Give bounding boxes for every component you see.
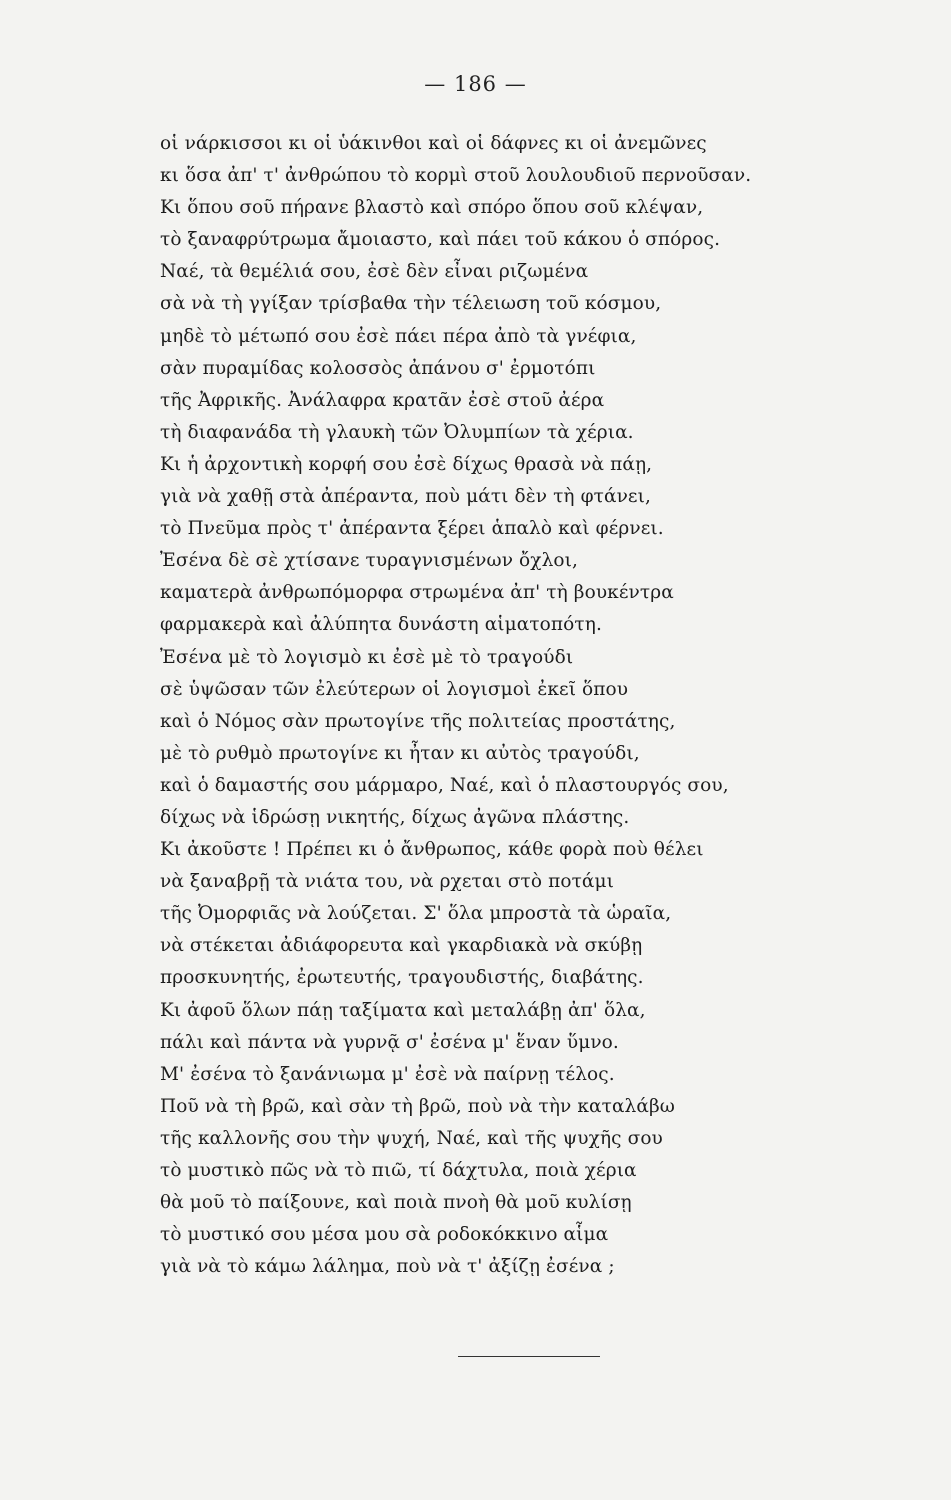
poem-line: τῆς καλλονῆς σου τὴν ψυχή, Ναέ, καὶ τῆς ψυχῆς σου <box>160 1127 663 1149</box>
poem-line: καὶ ὁ δαμαστής σου μάρμαρο, Ναέ, καὶ ὁ πλαστουργός σου, <box>160 774 729 796</box>
poem-line: σὰν πυραμίδας κολοσσὸς ἀπάνου σ' ἐρμοτόπι <box>160 357 596 379</box>
poem-line: καὶ ὁ Νόμος σὰν πρωτογίνε τῆς πολιτείας προστάτης, <box>160 710 676 732</box>
poem-line: νὰ στέκεται ἀδιάφορευτα καὶ γκαρδιακὰ νὰ σκύβῃ <box>160 935 643 957</box>
poem-line: νὰ ξαναβρῇ τὰ νιάτα του, νὰ ρχεται στὸ ποτάμι <box>160 871 615 893</box>
poem-line: σὰ νὰ τὴ γγίξαν τρίσβαθα τὴν τέλειωση τοῦ κόσμου, <box>160 293 662 315</box>
poem-line: δίχως νὰ ἱδρώσῃ νικητής, δίχως ἀγῶνα πλάστης. <box>160 806 630 828</box>
poem-line: τῆς Ὀμορφιᾶς νὰ λούζεται. Σ' ὅλα μπροστὰ τὰ ὡραῖα, <box>160 903 672 925</box>
poem-line: Ποῦ νὰ τὴ βρῶ, καὶ σὰν τὴ βρῶ, ποὺ νὰ τὴν καταλάβω <box>160 1095 675 1117</box>
poem-line: πάλι καὶ πάντα νὰ γυρνᾷ σ' ἐσένα μ' ἕναν ὕμνο. <box>160 1031 619 1053</box>
poem-line: τὸ Πνεῦμα πρὸς τ' ἀπέραντα ξέρει ἁπαλὸ καὶ φέρνει. <box>160 518 664 540</box>
poem-line: κι ὅσα ἀπ' τ' ἀνθρώπου τὸ κορμὶ στοῦ λουλουδιοῦ περνοῦσαν. <box>160 165 752 187</box>
poem-line: Μ' ἐσένα τὸ ξανάνιωμα μ' ἐσὲ νὰ παίρνῃ τέλος. <box>160 1063 615 1085</box>
poem-text <box>160 128 880 1283</box>
poem-line: Κι ἀκοῦστε ! Πρέπει κι ὁ ἄνθρωπος, κάθε φορὰ ποὺ θέλει <box>160 839 704 861</box>
poem-line: Ἐσένα μὲ τὸ λογισμὸ κι ἐσὲ μὲ τὸ τραγούδι <box>160 646 574 668</box>
poem-line: τῆς Ἀφρικῆς. Ἀνάλαφρα κρατᾶν ἐσὲ στοῦ ἀέρα <box>160 389 605 411</box>
poem-line: σὲ ὑψῶσαν τῶν ἐλεύτερων οἱ λογισμοὶ ἐκεῖ ὅπου <box>160 678 629 700</box>
poem-line: Ναέ, τὰ θεμέλιά σου, ἐσὲ δὲν εἶναι ριζωμένα <box>160 261 589 283</box>
end-rule-divider <box>458 1356 600 1357</box>
poem-line: μηδὲ τὸ μέτωπό σου ἐσὲ πάει πέρα ἀπὸ τὰ γνέφια, <box>160 325 637 347</box>
poem-line: τὸ ξαναφρύτρωμα ἄμοιαστο, καὶ πάει τοῦ κάκου ὁ σπόρος. <box>160 229 721 251</box>
poem-line: γιὰ νὰ τὸ κάμω λάλημα, ποὺ νὰ τ' ἀξίζῃ ἐσένα ; <box>160 1256 615 1278</box>
poem-line: θὰ μοῦ τὸ παίξουνε, καὶ ποιὰ πνοὴ θὰ μοῦ κυλίσῃ <box>160 1192 632 1214</box>
poem-line: οἱ νάρκισσοι κι οἱ ὑάκινθοι καὶ οἱ δάφνες κι οἱ ἀνεμῶνες <box>160 133 707 154</box>
poem-line: μὲ τὸ ρυθμὸ πρωτογίνε κι ἦταν κι αὐτὸς τραγούδι, <box>160 742 640 764</box>
poem-line: γιὰ νὰ χαθῇ στὰ ἀπέραντα, ποὺ μάτι δὲν τὴ φτάνει, <box>160 486 651 508</box>
poem-line: Ἐσένα δὲ σὲ χτίσανε τυραγνισμένων ὄχλοι, <box>160 550 578 572</box>
poem-line: Κι ὅπου σοῦ πήρανε βλαστὸ καὶ σπόρο ὅπου σοῦ κλέψαν, <box>160 197 704 219</box>
poem-line: φαρμακερὰ καὶ ἀλύπητα δυνάστη αἱματοπότη. <box>160 614 602 636</box>
page-number: — 186 — <box>424 72 527 96</box>
poem-line: προσκυνητής, ἐρωτευτής, τραγουδιστής, διαβάτης. <box>160 967 644 989</box>
poem-line: Κι ἀφοῦ ὅλων πάῃ ταξίματα καὶ μεταλάβῃ ἀπ' ὅλα, <box>160 999 646 1021</box>
poem-line: τὸ μυστικό σου μέσα μου σὰ ροδοκόκκινο αἷμα <box>160 1224 609 1246</box>
poem-line: καματερὰ ἀνθρωπόμορφα στρωμένα ἀπ' τὴ βουκέντρα <box>160 582 674 604</box>
poem-line: Κι ἡ ἀρχοντικὴ κορφή σου ἐσὲ δίχως θρασὰ νὰ πάῃ, <box>160 453 653 475</box>
poem-line: τὸ μυστικὸ πῶς νὰ τὸ πιῶ, τί δάχτυλα, ποιὰ χέρια <box>160 1160 637 1181</box>
poem-line: τὴ διαφανάδα τὴ γλαυκὴ τῶν Ὀλυμπίων τὰ χέρια. <box>160 421 634 443</box>
